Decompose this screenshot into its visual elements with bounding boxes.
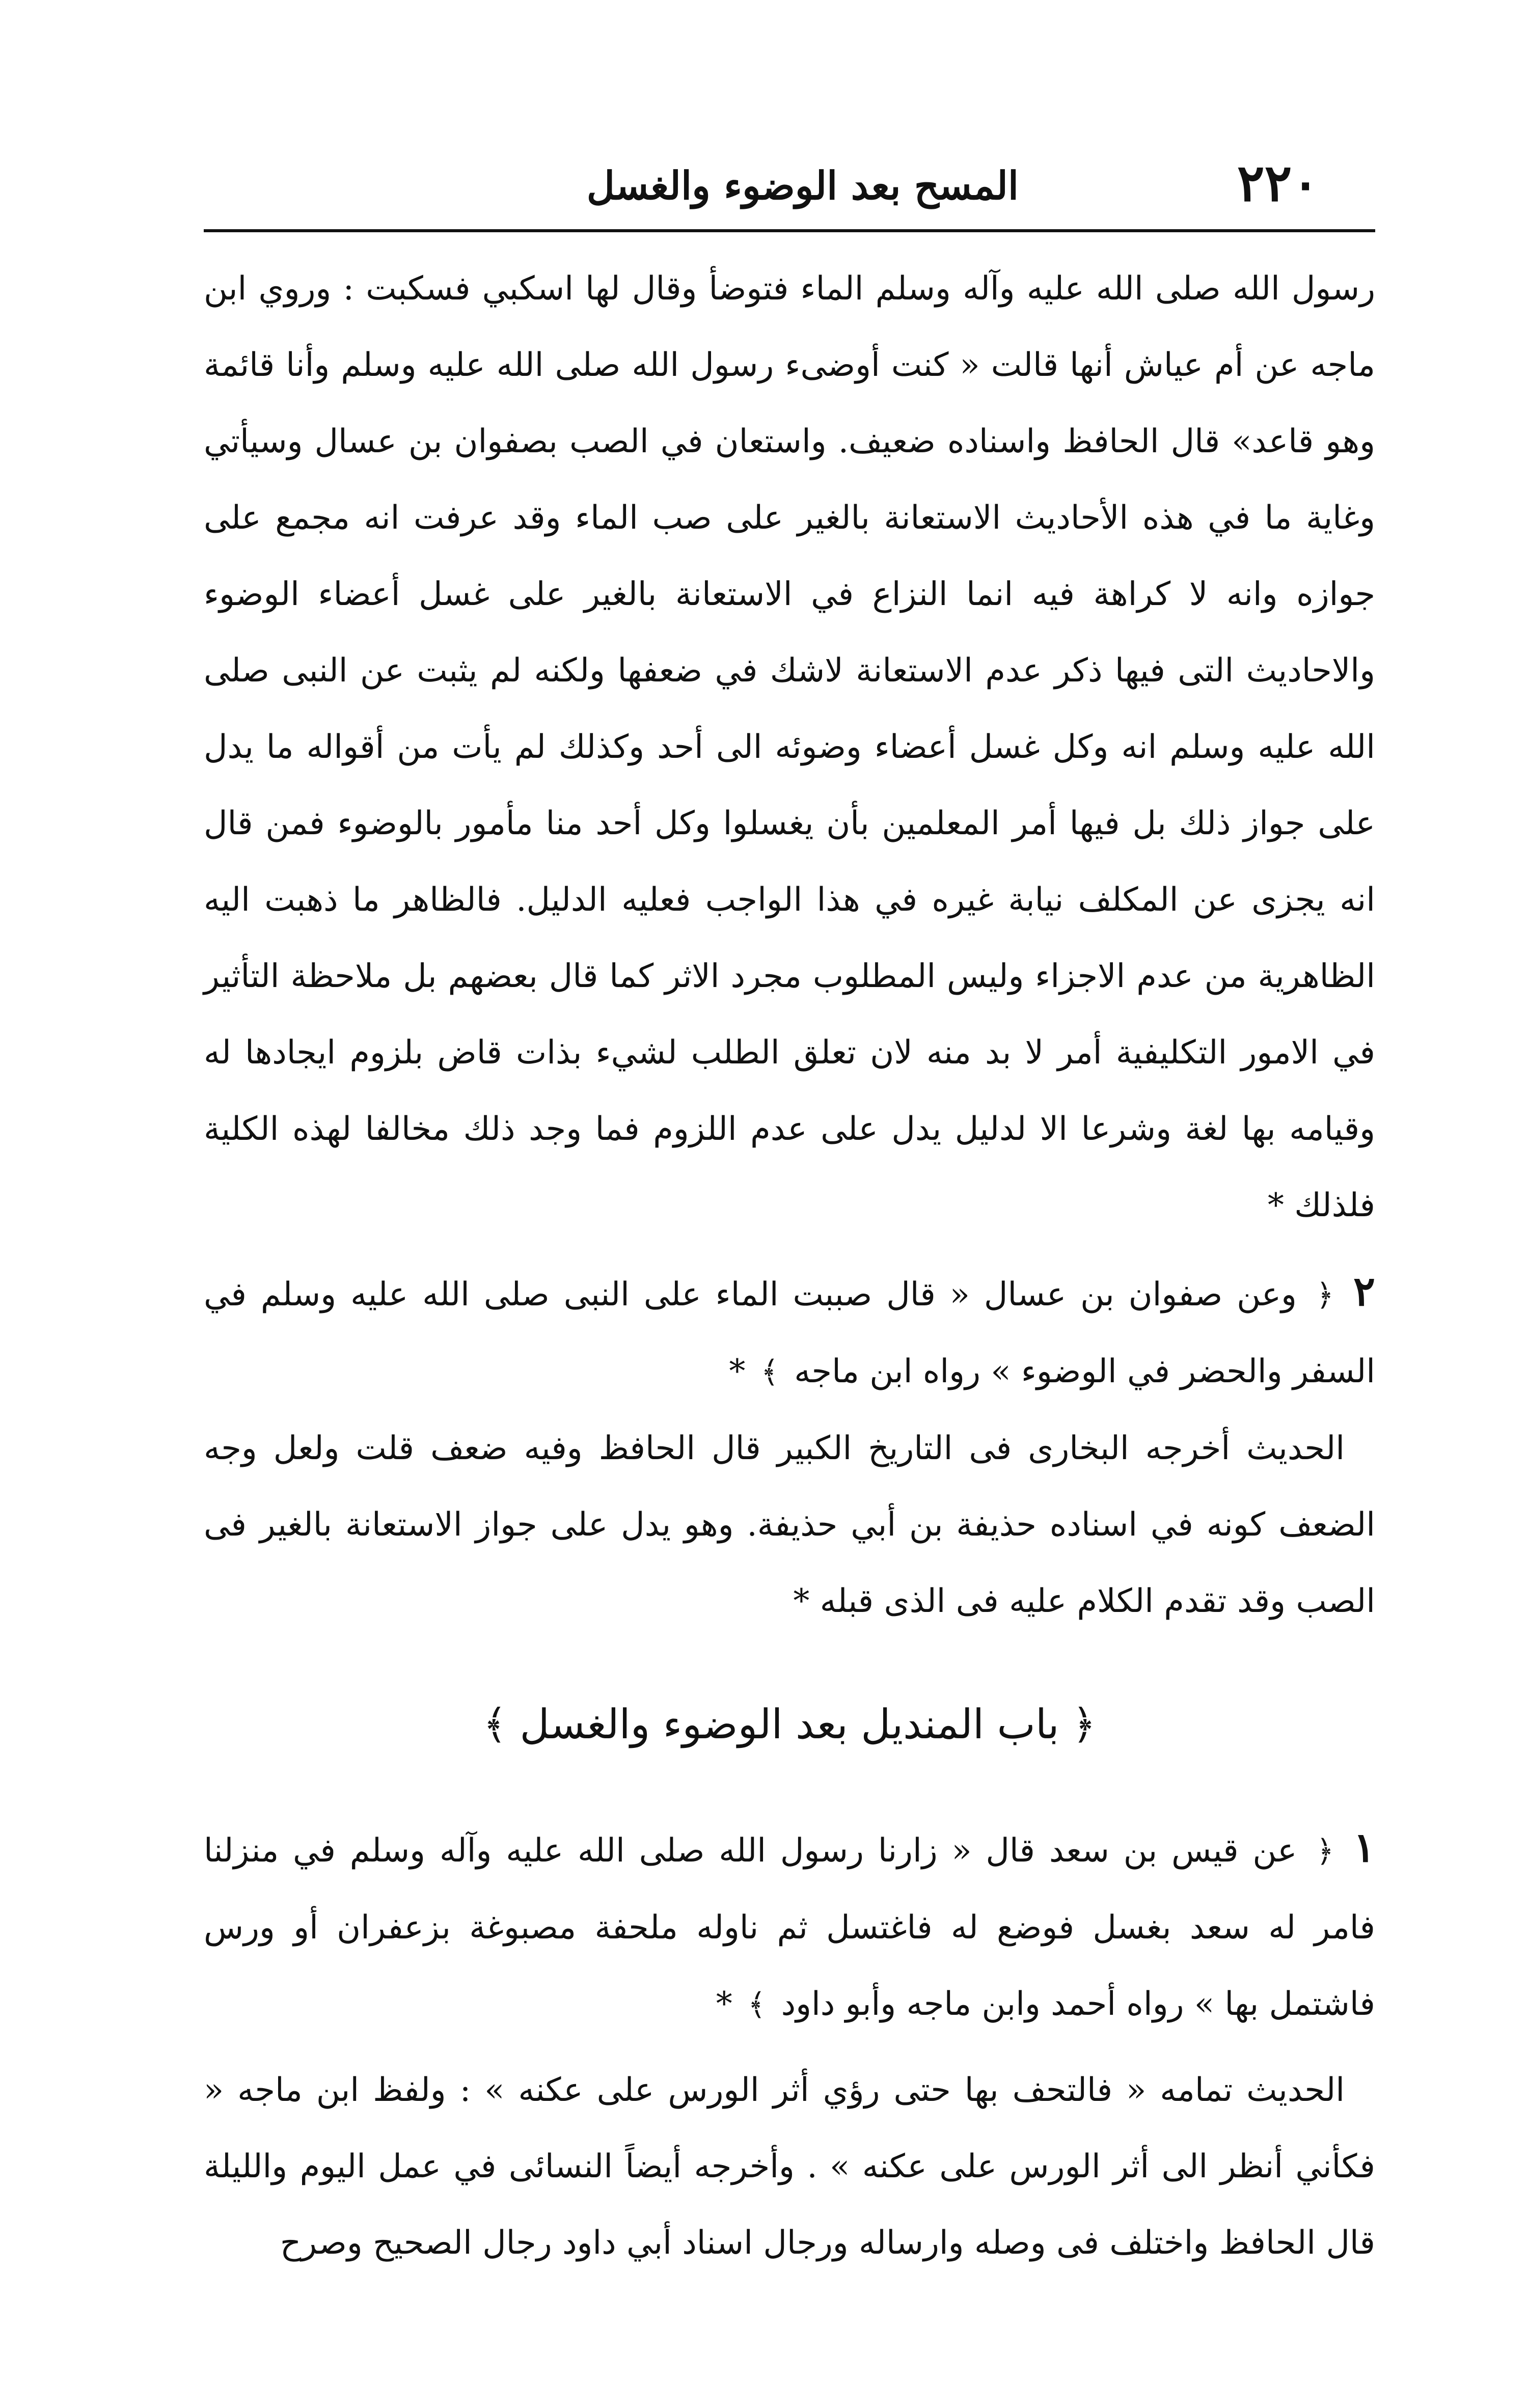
- hadith-text: وعن صفوان بن عسال « قال صببت الماء على النبى صلى الله عليه وسلم في السفر والحضر في الوضوء » رواه ابن ماجه: [204, 1276, 1375, 1390]
- ornament-close-icon: ﴾: [760, 1354, 779, 1390]
- hadith-number: ١: [1353, 1823, 1376, 1871]
- page-header: [204, 153, 1375, 232]
- book-page: [204, 153, 1376, 2262]
- paragraph-commentary-2: الحديث أخرجه البخارى فى التاريخ الكبير قال الحافظ وفيه ضعف قلت ولعل وجه الضعف كونه في اسناده حذيفة بن أبي حذيفة. وهو يدل على جواز الاستعانة بالغير فى الصب وقد تقدم الكلام عليه فى الذى قبله *: [204, 1430, 1375, 1620]
- end-mark: *: [716, 1985, 732, 2023]
- ornament-open-icon: ﴿: [1316, 1277, 1334, 1313]
- page-number: ٢٢٠: [1237, 153, 1319, 213]
- chapter-heading: ﴿ باب المنديل بعد الوضوء والغسل ﴾: [483, 1701, 1096, 1748]
- ornament-open-icon: ﴿: [1316, 1834, 1334, 1869]
- ornament-close-icon: ﴾: [748, 1987, 766, 2022]
- hadith-2: [204, 1253, 1375, 1410]
- paragraph-commentary-3: الحديث تمامه « فالتحف بها حتى رؤي أثر الورس على عكنه » : ولفظ ابن ماجه « فكأني أنظر الى أثر الورس على عكنه » . وأخرجه أيضاً النسائى في عمل اليوم والليلة قال الحافظ واختلف فى وصله وارساله ورجال اسناد أبي داود رجال الصحيح وصرح: [204, 2071, 1375, 2262]
- hadith-1: [204, 1809, 1375, 2043]
- running-title: المسح بعد الوضوء والغسل: [586, 163, 1019, 208]
- end-mark: *: [729, 1353, 746, 1390]
- page-body: [204, 251, 1375, 2281]
- paragraph-commentary-1: رسول الله صلى الله عليه وآله وسلم الماء فتوضأ وقال لها اسكبي فسكبت : وروي ابن ماجه عن أم عياش أنها قالت « كنت أوضىء رسول الله صلى الله عليه وسلم وأنا قائمة وهو قاعد» قال الحافظ واسناده ضعيف. واستعان في الصب بصفوان بن عسال وسيأتي وغاية ما في هذه الأحاديث الاستعانة بالغير على صب الماء وقد عرفت انه مجمع على جوازه وانه لا كراهة فيه انما النزاع في الاستعانة بالغير على غسل أعضاء الوضوء والاحاديث التى فيها ذكر عدم الاستعانة لاشك في ضعفها ولكنه لم يثبت عن النبى صلى الله عليه وسلم انه وكل غسل أعضاء وضوئه الى أحد وكذلك لم يأت من أقواله ما يدل على جواز ذلك بل فيها أمر المعلمين بأن يغسلوا وكل أحد منا مأمور بالوضوء فمن قال انه يجزى عن المكلف نيابة غيره في هذا الواجب فعليه الدليل. فالظاهر ما ذهبت اليه الظاهرية من عدم الاجزاء وليس المطلوب مجرد الاثر كما قال بعضهم بل ملاحظة التأثير في الامور التكليفية أمر لا بد منه لان تعلق الطلب لشيء بذات قاض بلزوم ايجادها له وقيامه بها لغة وشرعا الا لدليل يدل على عدم اللزوم فما وجد ذلك مخالفا لهذه الكلية فلذلك *: [204, 270, 1376, 1224]
- hadith-text: عن قيس بن سعد قال « زارنا رسول الله صلى الله عليه وآله وسلم في منزلنا فامر له سعد بغسل فوضع له فاغتسل ثم ناوله ملحفة مصبوغة بزعفران أو ورس فاشتمل بها » رواه أحمد وابن ماجه وأبو داود: [204, 1832, 1375, 2023]
- hadith-number: ٢: [1353, 1267, 1376, 1315]
